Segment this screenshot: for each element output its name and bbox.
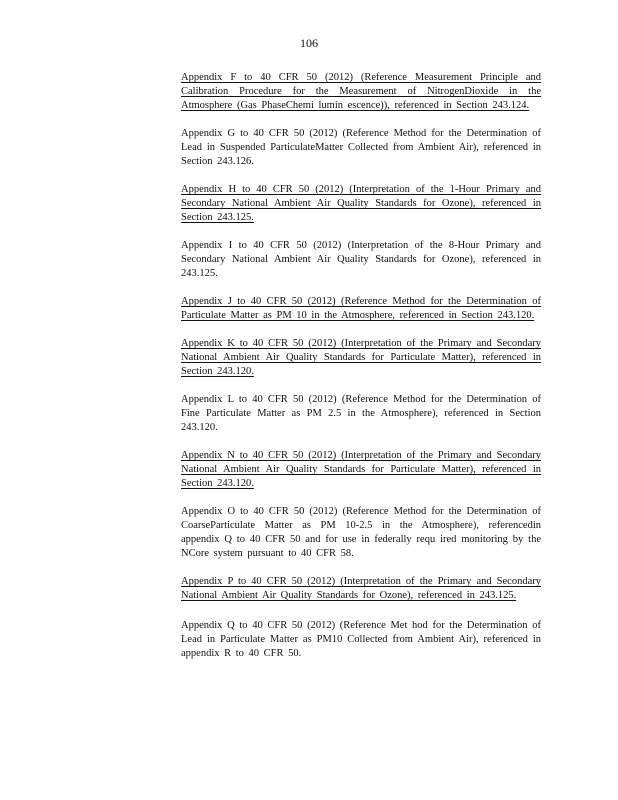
appendix-h-entry: Appendix H to 40 CFR 50 (2012) (Interpretation of the 1-Hour Primary and Secondary National Ambient Air Quality Standards for Ozone), referenced in Section 243.125.: [181, 184, 541, 223]
appendix-g-entry: Appendix G to 40 CFR 50 (2012) (Reference Method for the Determination of Lead in Suspended ParticulateMatter Collected from Ambient Air), referenced in Section 243.126.: [181, 128, 541, 167]
appendix-reference-list: [181, 71, 541, 675]
appendix-q-entry: Appendix Q to 40 CFR 50 (2012) (Reference Met hod for the Determination of Lead in Particulate Matter as PM10 Collected from Ambient Air), referenced in appendix R to 40 CFR 50.: [181, 620, 541, 659]
appendix-j-entry: Appendix J to 40 CFR 50 (2012) (Reference Method for the Determination of Particulate Matter as PM 10 in the Atmosphere, referenced in Section 243.120.: [181, 296, 541, 321]
appendix-i-entry: Appendix I to 40 CFR 50 (2012) (Interpretation of the 8-Hour Primary and Secondary National Ambient Air Quality Standards for Ozone), referenced in 243.125.: [181, 240, 541, 279]
appendix-k-entry: Appendix K to 40 CFR 50 (2012) (Interpretation of the Primary and Secondary National Ambient Air Quality Standards for Particulate Matter), referenced in Section 243.120.: [181, 338, 541, 377]
page-number: 106: [300, 36, 318, 50]
appendix-n-entry: Appendix N to 40 CFR 50 (2012) (Interpretation of the Primary and Secondary National Ambient Air Quality Standards for Particulate Matter), referenced in Section 243.120.: [181, 450, 541, 489]
appendix-p-entry: Appendix P to 40 CFR 50 (2012) (Interpretation of the Primary and Secondary National Ambient Air Quality Standards for Ozone), referenced in 243.125.: [181, 576, 541, 601]
appendix-l-entry: Appendix L to 40 CFR 50 (2012) (Reference Method for the Determination of Fine Particulate Matter as PM 2.5 in the Atmosphere), referenced in Section 243.120.: [181, 394, 541, 433]
appendix-f-entry: Appendix F to 40 CFR 50 (2012) (Reference Measurement Principle and Calibration Procedure for the Measurement of NitrogenDioxide in the Atmosphere (Gas PhaseChemi lumin escence)), referenced in Section 243.124.: [181, 72, 541, 111]
appendix-o-entry: Appendix O to 40 CFR 50 (2012) (Reference Method for the Determination of CoarseParticulate Matter as PM 10-2.5 in the Atmosphere), referencedin appendix Q to 40 CFR 50 and for use in federally requ ired monitoring by the NCore system pursuant to 40 CFR 58.: [181, 506, 541, 559]
